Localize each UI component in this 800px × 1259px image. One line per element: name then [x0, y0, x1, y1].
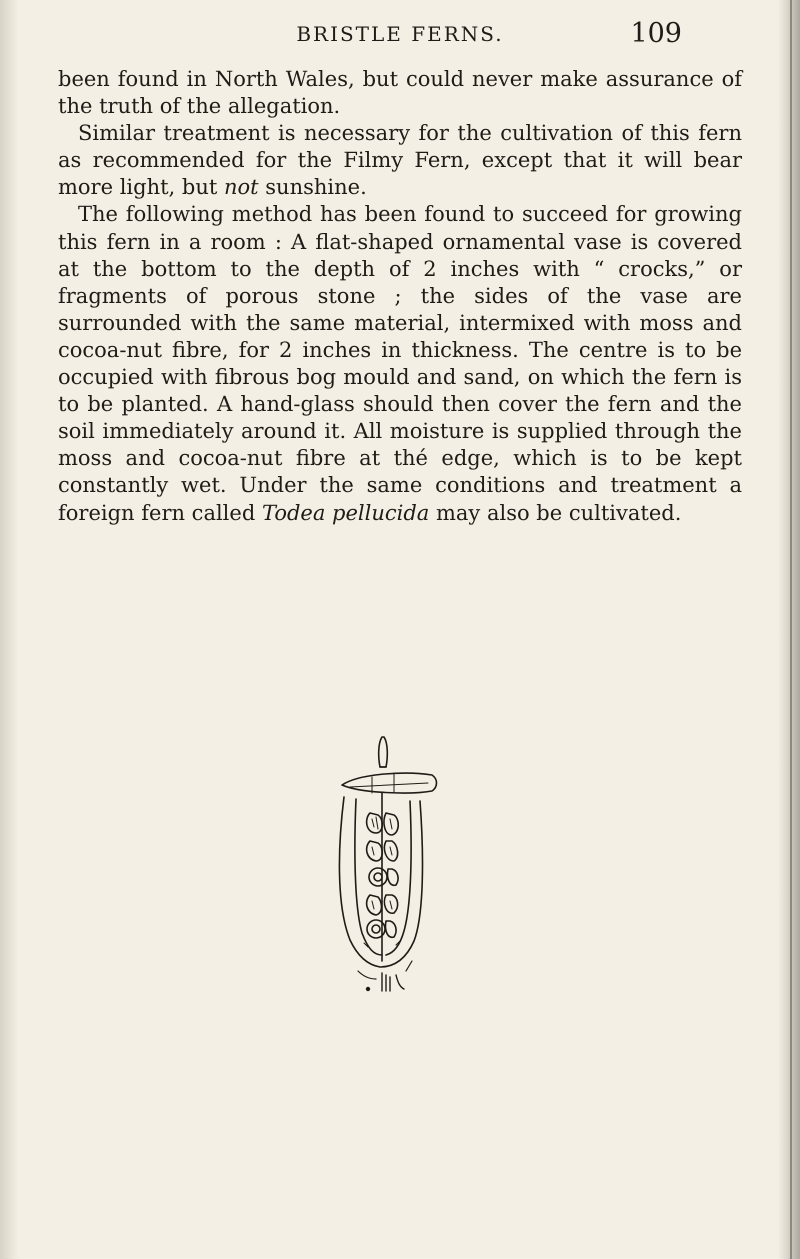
text-run: may also be cultivated. [429, 500, 682, 525]
text-run: Similar treatment is necessary for the cultivation of this fern as recommended for the Filmy Fern, except that it will bear more light, but [58, 121, 742, 200]
species-name: Todea pellucida [261, 500, 430, 525]
page-number: 109 [630, 18, 682, 49]
paragraph-1 [58, 66, 742, 120]
page-header [0, 18, 800, 58]
page-edge-shadow [778, 0, 800, 1259]
text-run: sunshine. [258, 175, 367, 200]
text-run: been found in North Wales, but could never make assurance of the truth of the allegation. [58, 67, 742, 119]
text-run: The following method has been found to succeed for growing this fern in a room : A flat-shaped ornamental vase is covered at the bottom to the depth of 2 inches with “ crocks,” or fragments of porous stone ; the sides of the vase are surrounded with the same material, intermixed with moss and cocoa-nut fibre, for 2 inches in thickness. The centre is to be occupied with fibrous bog mould and sand, on which the fern is to be planted. A hand-glass should then cover the fern and the soil immediately around it. All moisture is supplied through the moss and cocoa-nut fibre at thé edge, which is to be kept constantly wet. Under the same conditions and treatment a foreign fern called [58, 202, 742, 525]
page-edge-line [790, 0, 792, 1259]
running-title: BRISTLE FERNS. [296, 22, 504, 46]
paragraph-2 [58, 120, 742, 201]
page-gutter-shadow [0, 0, 18, 1259]
emphasis-not: not [223, 175, 259, 200]
paragraph-3 [58, 201, 742, 526]
fern-vase-illustration-icon [320, 735, 450, 1005]
body-text [58, 66, 742, 527]
